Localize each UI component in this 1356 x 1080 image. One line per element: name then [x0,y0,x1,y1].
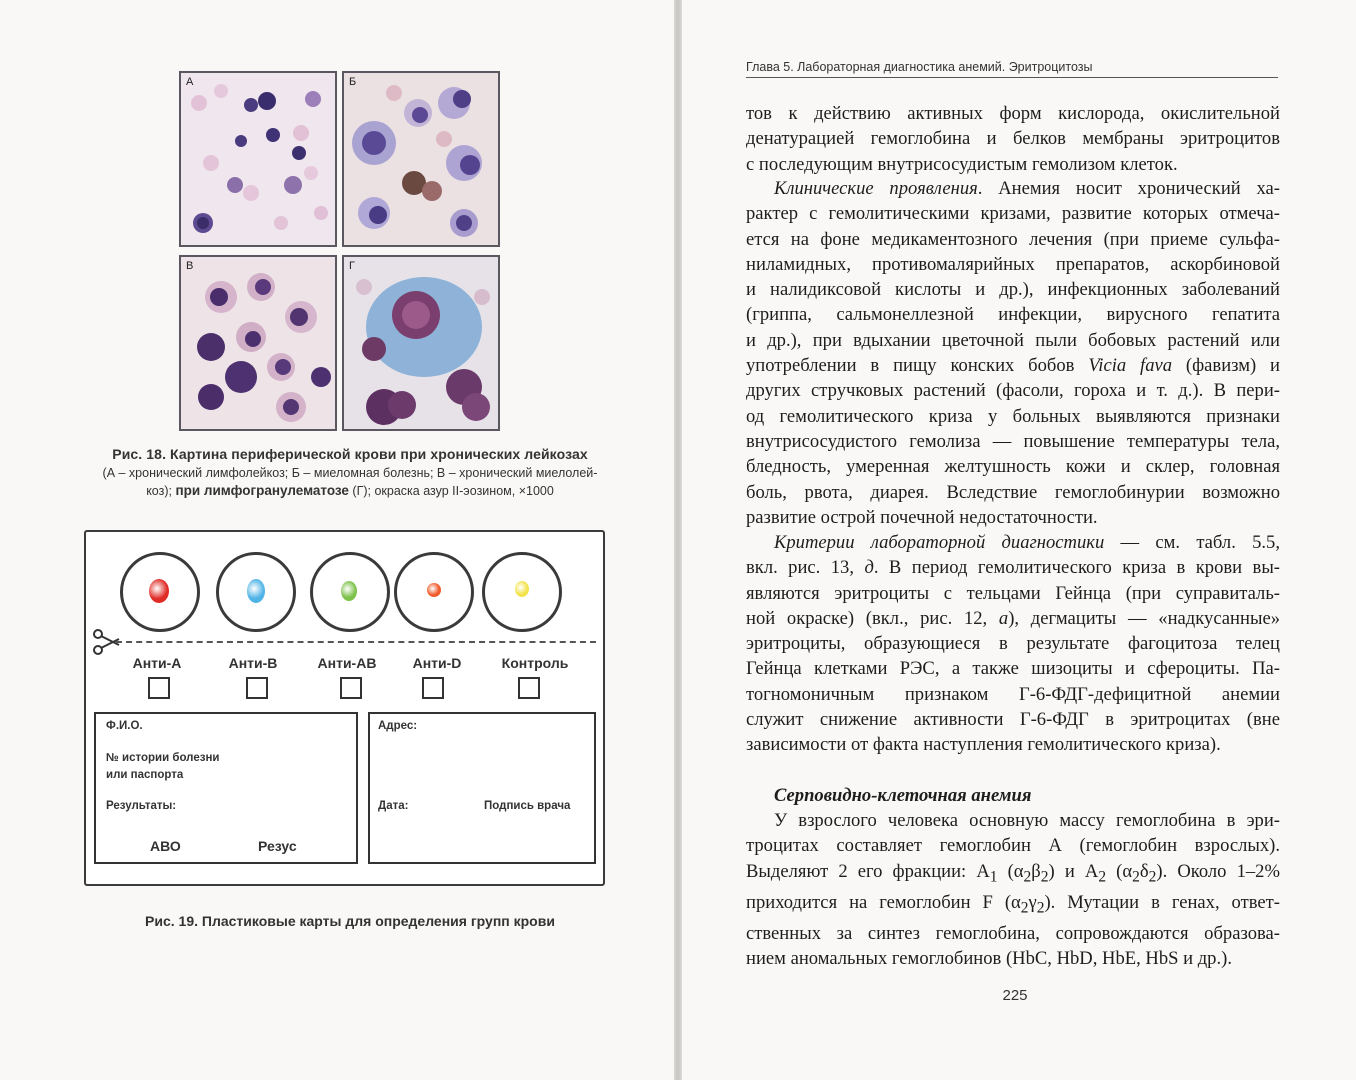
reagent-well-anti-b [216,552,296,632]
figure-19-caption: Рис. 19. Пластиковые карты для определения групп крови [145,913,555,929]
p4l4-b: γ [1028,891,1037,913]
reagent-well-control [482,552,562,632]
reagent-drop-anti-b [247,579,265,603]
date-label: Дата: [378,800,409,812]
signature-label: Подпись врача [484,800,571,812]
figure-18-caption-line2: (А – хронический лимфолейкоз; Б – миеломная болезнь; В – хронический миелолей- [102,466,598,480]
running-head: Глава 5. Лабораторная диагностика анемий. Эритроцитозы [746,60,1278,78]
para3-line-4-a: ной окраске) (вкл., рис. 12, [746,607,999,629]
para2-line-3: ется на фоне медикаментозного лечения (при приеме сульфа- [746,228,1280,250]
p4l3-e: (α [1106,860,1133,882]
para2-line-5: и налидиксовой кислоты и др.), инфекционных заболеваний [746,279,1280,301]
para2-line-11: внутрисосудистого гемолиза — повышение температуры тела, [746,430,1280,452]
vicia-fava-term: Vicia fava [1088,355,1173,377]
para3-line-8: служит снижение активности Г-6-ФДГ в эритроцитах (вне [746,709,1280,731]
panel-label-b: Б [349,76,357,88]
para4-line-6: нием аномальных гемоглобинов (HbC, HbD, HbE, HbS и др.). [746,947,1232,969]
book-gutter [674,0,682,1080]
para2-line-14: развитие острой почечной недостаточности. [746,506,1098,528]
p4l4-sub8: 2 [1036,899,1045,917]
paragraph-3 [746,530,1280,758]
micrograph-a [179,71,337,247]
reagent-drop-anti-ab [341,581,357,601]
para3-line-4 [746,606,1280,631]
reagent-label-anti-d: Анти-D [412,655,462,671]
abo-label: АВО [150,838,181,854]
checkbox-anti-d[interactable] [422,677,444,699]
patient-info-box [94,712,358,864]
p4l3-a: Выделяют 2 его фракции: A [746,860,990,882]
micrograph-v-image [181,257,335,429]
para3-line-2-a: вкл. рис. 13, [746,557,865,579]
reagent-label-anti-ab: Анти-АВ [317,655,377,671]
para3-line-9: зависимости от факта наступления гемолитического криза). [746,734,1221,756]
para1-line-2: денатурацией гемоглобина и белков мембраны эритроцитов [746,128,1280,150]
para1-line-3: с последующим внутрисосудистым гемолизом клеток. [746,153,1178,175]
p4l3-sub3: 2 [1040,868,1049,886]
panel-label-v: В [186,260,194,272]
para3-line-4-italic: а [998,607,1009,629]
section-heading: Серповидно-клеточная анемия [774,785,1032,806]
para2-line-8-b: (фавизм) и [1172,355,1280,377]
para3-line-3: являются эритроциты с тельцами Гейнца (при суправиталь- [746,582,1280,604]
checkbox-anti-ab[interactable] [340,677,362,699]
reagent-well-anti-ab [310,552,390,632]
p4l3-f: δ [1139,860,1149,882]
p4l3-sub5: 2 [1132,868,1140,886]
p4l3-b: (α [997,860,1024,882]
address-label: Адрес: [378,720,418,732]
para4-line-5: ственных за синтез гемоглобина, сопровождаются образова- [746,922,1280,944]
para2-line-2: рактер с гемолитическими кризами, развитие которых отмеча- [746,203,1280,225]
para2-line-13: боль, рвота, диарея. Вследствие гемоглобинурии возможно [746,481,1280,503]
figure-18-caption [70,446,630,500]
para3-line-5: эритроциты, образующиеся в результате фагоцитоза телец [746,633,1280,655]
address-box [368,712,596,864]
figure-18-caption-body [70,464,630,500]
figure-18-caption-line3b: при лимфогранулематозе [175,483,349,498]
micrograph-v [179,255,337,431]
para4-line-4 [746,890,1280,921]
para3-line-2-italic: д [864,557,874,579]
history-label-1: № истории болезни [106,752,220,764]
figure-18-caption-line3a: коз); [146,484,172,498]
para3-line-4-b: ), дегмациты — «надкусанные» [1008,607,1280,629]
p4l4-c: ). Мутации в генах, ответ- [1044,891,1280,913]
micrograph-g-image [344,257,498,429]
reagent-drop-control [515,581,529,597]
para4-line-1: У взрослого человека основную массу гемоглобина в эри- [774,810,1280,831]
reagent-well-anti-a [120,552,200,632]
checkbox-anti-a[interactable] [148,677,170,699]
fio-label: Ф.И.О. [106,720,143,732]
para2-line-10: од гемолитического криза у больных выявляются признаки [746,405,1280,427]
micrograph-b [342,71,500,247]
paragraph-4 [746,808,1280,971]
paragraph-1 [746,101,1280,177]
reagent-well-anti-d [394,552,474,632]
para3-line-1-rest: — см. табл. 5.5, [1104,532,1280,553]
para2-line-8-a: употреблении в пищу конских бобов [746,355,1089,377]
section-heading-wrap [746,783,1280,808]
para2-line-6: (гриппа, сальмонеллезной инфекции, вирусного гепатита [746,304,1280,326]
para2-line-12: бледность, умеренная желтушность кожи и склер, головная [746,456,1280,478]
reagent-drop-anti-d [427,583,441,597]
paragraph-2 [746,176,1280,530]
para4-line-3 [746,859,1280,890]
history-label-2: или паспорта [106,769,184,781]
clinical-manifestations-term: Клинические проявления [774,178,978,199]
page-number: 225 [1002,987,1028,1004]
lab-criteria-term: Критерии лабораторной диагностики [774,532,1105,553]
para2-line-4: ниламидных, противомалярийных препаратов, аскорбиновой [746,253,1280,275]
p4l4-a: приходится на гемоглобин F (α [746,891,1021,913]
para1-line-1: тов к действию активных форм кислорода, окислительной [746,103,1280,124]
rhesus-label: Резус [258,838,297,854]
para4-line-2: троцитах составляет гемоглобин А (гемоглобин взрослых). [746,835,1280,857]
para3-line-1 [746,530,1280,555]
para2-line-9: других стручковых растений (фасоли, гороха и т. д.). В пери- [746,380,1280,402]
reagent-label-anti-b: Анти-В [228,655,278,671]
blood-group-card [84,530,605,886]
para3-line-7: тогномоничным признаком Г-6-ФДГ-дефицитной анемии [746,683,1280,705]
p4l3-c: β [1031,860,1041,882]
panel-label-a: А [186,76,194,88]
para3-line-2 [746,555,1280,580]
para3-line-6: Гейнца клетками РЭС, а также шизоциты и сфероциты. Па- [746,658,1280,680]
reagent-drop-anti-a [149,579,169,603]
micrograph-a-image [181,73,335,245]
p4l3-sub2: 2 [1023,868,1032,886]
p4l3-sub1: 1 [989,868,998,886]
micrograph-b-image [344,73,498,245]
para2-line-1-rest: . Анемия носит хронический ха- [977,178,1280,199]
results-label: Результаты: [106,800,177,812]
para2-line-1 [746,176,1280,201]
p4l3-g: ). Около 1–2% [1156,860,1280,882]
cut-line [116,641,596,643]
para3-line-2-b: . В период гемолитического криза в крови вы- [873,557,1280,579]
micrograph-g [342,255,500,431]
checkbox-anti-b[interactable] [246,677,268,699]
panel-label-g: Г [349,260,355,272]
figure-18-caption-line3c: (Г); окраска азур II-эозином, ×1000 [352,484,554,498]
reagent-label-anti-a: Анти-А [132,655,182,671]
p4l3-sub6: 2 [1148,868,1157,886]
p4l3-sub4: 2 [1098,868,1107,886]
para2-line-8 [746,353,1280,378]
para2-line-7: и др.), при вдыхании цветочной пыли бобовых растений или [746,329,1280,351]
figure-18-caption-title: Рис. 18. Картина периферической крови при хронических лейкозах [112,446,588,462]
checkbox-control[interactable] [518,677,540,699]
reagent-label-control: Контроль [501,655,569,671]
p4l3-d: ) и A [1048,860,1099,882]
p4l4-sub7: 2 [1020,899,1029,917]
